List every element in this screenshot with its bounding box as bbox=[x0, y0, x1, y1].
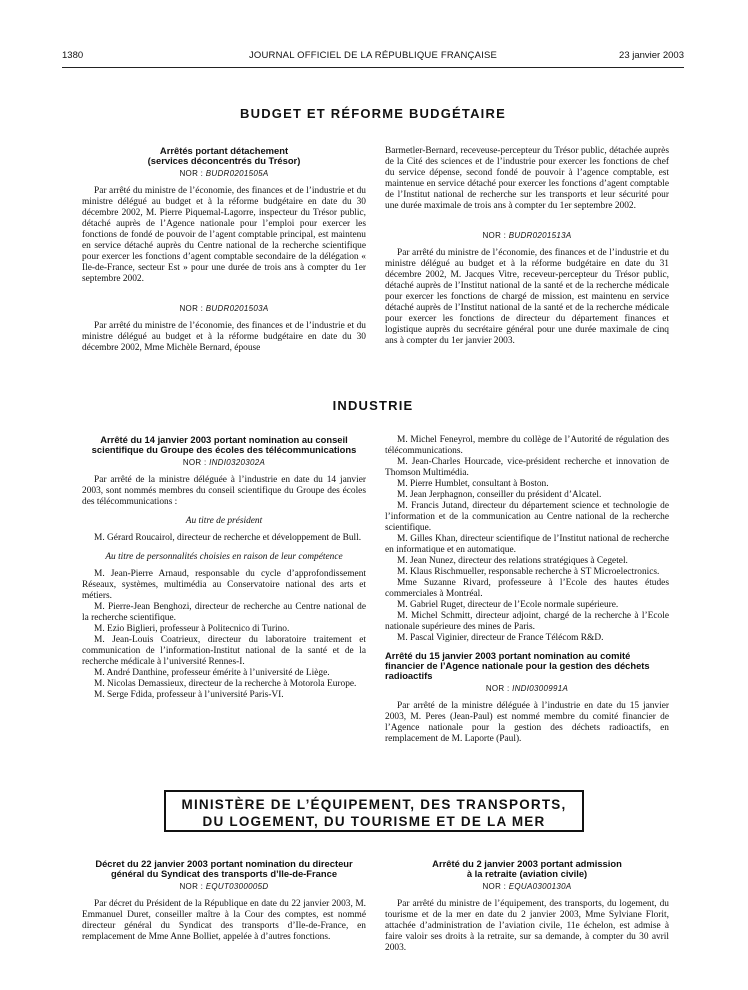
list-item: M. Francis Jutand, directeur du département science et technologie de l’information et de la communication au Centre national de la recherche scientifique. bbox=[385, 501, 669, 533]
list-item: M. Pierre-Jean Benghozi, directeur de recherche au Centre national de la recherche scientifique. bbox=[82, 602, 366, 623]
industrie-right-column bbox=[385, 435, 669, 745]
paragraph: M. Gérard Roucairol, directeur de recherche et développement de Bull. bbox=[94, 533, 362, 543]
nor-label: NOR : bbox=[182, 458, 207, 467]
subheading: Au titre de président bbox=[185, 516, 263, 526]
budget-right-column bbox=[385, 146, 669, 347]
budget-left-column bbox=[82, 146, 366, 354]
industrie-left-column bbox=[82, 435, 366, 701]
article-title bbox=[82, 146, 366, 166]
nor-label: NOR : bbox=[179, 304, 204, 313]
heading-line: DU LOGEMENT, DU TOURISME ET DE LA MER bbox=[202, 814, 546, 829]
header-rule bbox=[62, 67, 684, 68]
section-heading-equipement bbox=[164, 790, 584, 832]
list-item: M. Ezio Biglieri, professeur à Politecnico di Turino. bbox=[94, 624, 290, 634]
list-item: M. Gabriel Ruget, directeur de l’Ecole normale supérieure. bbox=[397, 600, 619, 610]
paragraph: Par arrêté du ministre de l’économie, des finances et de l’industrie et du ministre délégué au budget et à la réforme budgétaire en date du 31 décembre 2002, M. Jacques Vitre, receveur-percepteur du Trésor public, détaché auprès de l’Institut national de la santé et de la recherche médicale pour exercer les fonctions de chargé de mission, est maintenu en service détaché auprès de l’Institut national de la santé et de la recherche médicale pour exercer les fonctions de directeur du département finances et logistique auprès du secrétaire général pour une durée maximale de cinq ans à compter du 1er janvier 2003. bbox=[385, 248, 669, 346]
issue-date: 23 janvier 2003 bbox=[619, 50, 684, 61]
list-item: M. Jean Jerphagnon, conseiller du président d’Alcatel. bbox=[397, 490, 602, 500]
list-item: M. Pierre Humblet, consultant à Boston. bbox=[397, 479, 549, 489]
nor-reference bbox=[385, 881, 669, 892]
nor-label: NOR : bbox=[482, 231, 507, 240]
nor-code: INDI0300991A bbox=[512, 684, 569, 693]
equipement-left-column bbox=[82, 859, 366, 943]
paragraph: Par arrêté du ministre de l’équipement, des transports, du logement, du tourisme et de la mer en date du 2 janvier 2003, Mme Sylviane Florit, attachée d’administration de l’aviation civile, 11e échelon, est admise à faire valoir ses droits à la retraite, sur sa demande, à compter du 30 avril 2003. bbox=[385, 899, 669, 953]
nor-reference bbox=[82, 457, 366, 468]
paragraph: Par arrêté du ministre de l’économie, des finances et de l’industrie et du ministre délégué au budget et à la réforme budgétaire en date du 30 décembre 2002, Mme Michèle Bernard, épouse bbox=[82, 321, 366, 353]
running-header bbox=[62, 50, 684, 64]
nor-label: NOR : bbox=[485, 684, 510, 693]
list-item: M. Klaus Rischmueller, responsable recherche à ST Microelectronics. bbox=[397, 567, 660, 577]
nor-label: NOR : bbox=[179, 169, 204, 178]
list-item: M. Jean-Louis Coatrieux, directeur du laboratoire traitement et communication de l’information-Institut national de la santé et de la recherche médicale à l’université Rennes-I. bbox=[82, 635, 366, 667]
article-title: Arrêté du 14 janvier 2003 portant nomination au conseil scientifique du Groupe des écoles des télécommunications bbox=[91, 434, 357, 455]
equipement-right-column bbox=[385, 859, 669, 954]
nor-reference bbox=[82, 168, 366, 179]
heading-line: MINISTÈRE DE L’ÉQUIPEMENT, DES TRANSPORTS, bbox=[181, 797, 567, 812]
list-item: M. Michel Feneyrol, membre du collège de l’Autorité de régulation des télécommunications. bbox=[385, 435, 669, 456]
paragraph: Par arrêté de la ministre déléguée à l’industrie en date du 15 janvier 2003, M. Peres (Jean-Paul) est nommé membre du comité financier de l’Agence nationale pour la gestion des déchets radioactifs, en remplacement de M. Laporte (Paul). bbox=[385, 701, 669, 744]
subheading: Au titre de personnalités choisies en raison de leur compétence bbox=[105, 552, 343, 562]
list-item: M. Jean-Charles Hourcade, vice-président recherche et innovation de Thomson Multimédia. bbox=[385, 457, 669, 478]
article-title-line: à la retraite (aviation civile) bbox=[466, 868, 588, 879]
list-item: M. Serge Fdida, professeur à l’université Paris-VI. bbox=[94, 690, 284, 700]
section-heading-budget: BUDGET ET RÉFORME BUDGÉTAIRE bbox=[240, 106, 506, 121]
nor-code: EQUA0300130A bbox=[508, 882, 572, 891]
list-item: M. Jean Nunez, directeur des relations stratégiques à Cegetel. bbox=[397, 556, 628, 566]
nor-label: NOR : bbox=[179, 882, 204, 891]
list-item: M. Michel Schmitt, directeur adjoint, chargé de la recherche à l’Ecole nationale supérieure des mines de Paris. bbox=[385, 611, 669, 632]
nor-code: BUDR0201513A bbox=[508, 231, 572, 240]
paragraph: Par décret du Président de la République en date du 22 janvier 2003, M. Emmanuel Duret, conseiller maître à la Cour des comptes, est nommé directeur général du Syndicat des transports d’Ile-de-France, en remplacement de Mme Anne Bolliet, appelée à d’autres fonctions. bbox=[82, 899, 366, 942]
article-title: Arrêté du 15 janvier 2003 portant nomination au comité financier de l’Agence nationale pour la gestion des déchets radioactifs bbox=[385, 650, 650, 681]
article-title bbox=[385, 859, 669, 879]
page-number: 1380 bbox=[62, 50, 84, 61]
list-item: M. André Danthine, professeur émérite à l’université de Liège. bbox=[94, 668, 330, 678]
nor-code: BUDR0201505A bbox=[205, 169, 269, 178]
journal-title: JOURNAL OFFICIEL DE LA RÉPUBLIQUE FRANÇAISE bbox=[248, 50, 498, 61]
article-title-line: (services déconcentrés du Trésor) bbox=[147, 155, 301, 166]
list-item: M. Gilles Khan, directeur scientifique de l’Institut national de recherche en informatique et en automatique. bbox=[385, 534, 669, 555]
nor-code: BUDR0201503A bbox=[205, 304, 269, 313]
paragraph: Par arrêté de la ministre déléguée à l’industrie en date du 14 janvier 2003, sont nommés membres du conseil scientifique du Groupe des écoles des télécommunications : bbox=[82, 475, 366, 507]
nor-label: NOR : bbox=[482, 882, 507, 891]
list-item: M. Nicolas Demassieux, directeur de la recherche à Motorola Europe. bbox=[94, 679, 357, 689]
paragraph: Barmetler-Bernard, receveuse-percepteur du Trésor public, détachée auprès de la Cité des sciences et de l’industrie pour exercer les fonctions de chef du service dépense, second fondé de pouvoir à l’agence comptable, est maintenue en service détaché pour exercer les fonctions d’agent comptable de l’Institut national de recherche sur les transports et leur sécurité pour une durée maximale de trois ans à compter du 1er septembre 2002. bbox=[385, 146, 669, 211]
list-item: M. Jean-Pierre Arnaud, responsable du cycle d’approfondissement Réseaux, systèmes, multimédia au Conservatoire national des arts et métiers. bbox=[82, 569, 366, 601]
list-item: Mme Suzanne Rivard, professeure à l’Ecole des hautes études commerciales à Montréal. bbox=[385, 578, 669, 599]
list-item: M. Pascal Viginier, directeur de France Télécom R&D. bbox=[397, 633, 604, 643]
article-title-line: Arrêté du 2 janvier 2003 portant admission bbox=[432, 858, 622, 869]
paragraph: Par arrêté du ministre de l’économie, des finances et de l’industrie et du ministre délégué au budget et à la réforme budgétaire en date du 30 décembre 2002, M. Pierre Piquemal-Lagorre, inspecteur du Trésor public, détaché auprès de l’Agence nationale pour l’emploi pour exercer les fonctions de fondé de pouvoir de l’agent comptable principal, est maintenu en service détaché auprès du Centre national de la recherche scientifique pour exercer les fonctions d’agent comptable secondaire de la délégation « Ile-de-France, secteur Est » pour une durée de trois ans à compter du 1er septembre 2002. bbox=[82, 186, 366, 284]
nor-code: INDI0320302A bbox=[209, 458, 266, 467]
nor-code: EQUT0300005D bbox=[205, 882, 269, 891]
nor-reference bbox=[385, 683, 669, 694]
article-title: Décret du 22 janvier 2003 portant nomination du directeur général du Syndicat des transports d’Ile-de-France bbox=[95, 858, 353, 879]
section-heading-industrie: INDUSTRIE bbox=[332, 398, 414, 413]
nor-reference bbox=[82, 303, 366, 314]
nor-reference bbox=[82, 881, 366, 892]
article-title-line: Arrêtés portant détachement bbox=[159, 145, 289, 156]
nor-reference bbox=[385, 230, 669, 241]
